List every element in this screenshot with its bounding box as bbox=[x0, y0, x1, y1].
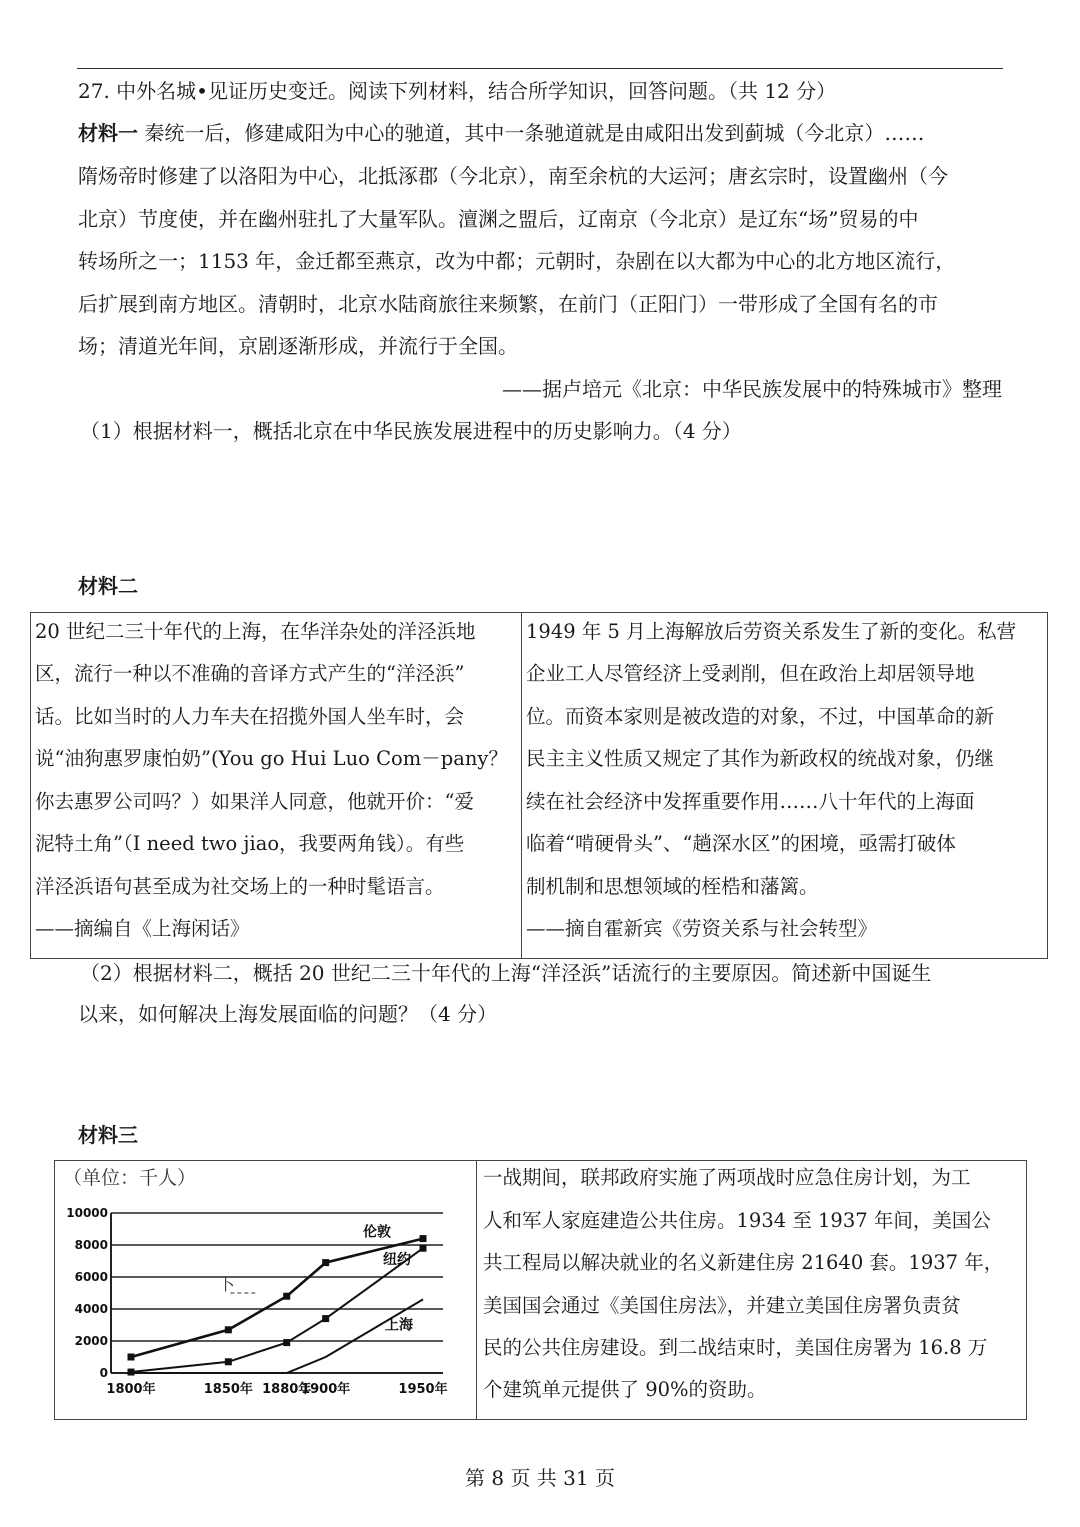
data-point bbox=[225, 1326, 232, 1333]
y-tick-label: 2000 bbox=[74, 1334, 108, 1348]
material2-right-cell bbox=[522, 613, 1046, 958]
material3-line: 共工程局以解决就业的名义新建住房 21640 套。1937 年， bbox=[483, 1251, 1004, 1274]
material3-label: 材料三 bbox=[78, 1123, 138, 1147]
question-2-line-2: 以来，如何解决上海发展面临的问题？（4 分） bbox=[78, 1002, 498, 1026]
material1-text-1: 秦统一后，修建咸阳为中心的驰道，其中一条驰道就是由咸阳出发到蓟城（今北京）…… bbox=[144, 121, 925, 145]
data-point bbox=[420, 1245, 427, 1252]
y-tick-label: 6000 bbox=[74, 1270, 108, 1284]
question-2-line-1: （2）根据材料二，概括 20 世纪二三十年代的上海“洋泾浜”话流行的主要原因。简述新中国诞生 bbox=[80, 961, 932, 985]
material2-right-line: 企业工人尽管经济上受剥削，但在政治上却居领导地 bbox=[526, 662, 975, 685]
material2-right-line: 1949 年 5 月上海解放后劳资关系发生了新的变化。私营 bbox=[526, 620, 1017, 643]
series-line-上海 bbox=[131, 1299, 423, 1373]
material2-label: 材料二 bbox=[78, 574, 138, 598]
series-label: 纽约 bbox=[383, 1252, 411, 1269]
material2-left-line: 20 世纪二三十年代的上海，在华洋杂处的洋泾浜地 bbox=[35, 620, 476, 643]
data-point bbox=[283, 1339, 290, 1346]
question-1: （1）根据材料一，概括北京在中华民族发展进程中的历史影响力。（4 分） bbox=[80, 419, 742, 443]
material2-right-line: 制机制和思想领域的桎梏和藩篱。 bbox=[526, 875, 819, 898]
material3-text-cell bbox=[477, 1161, 1025, 1419]
material2-left-source: ——摘编自《上海闲话》 bbox=[35, 917, 250, 940]
population-line-chart bbox=[65, 1205, 465, 1405]
material3-chart-cell bbox=[55, 1161, 476, 1419]
material2-table bbox=[30, 612, 1048, 959]
x-tick-label: 1800年 bbox=[106, 1382, 156, 1397]
material3-line: 美国国会通过《美国住房法》，并建立美国住房署负责贫 bbox=[483, 1294, 961, 1317]
data-point bbox=[420, 1235, 427, 1242]
material2-right-line: 民主主义性质又规定了其作为新政权的统战对象，仍继 bbox=[526, 747, 995, 770]
material2-left-line: 说“油狗惠罗康怕奶”(You go Hui Luo Com－pany？ bbox=[35, 747, 508, 770]
data-point bbox=[322, 1315, 329, 1322]
chart-annotation: 卜 bbox=[218, 1274, 235, 1294]
material2-right-source: ——摘自霍新宾《劳资关系与社会转型》 bbox=[526, 917, 878, 940]
chart-unit-label: （单位：千人） bbox=[63, 1167, 197, 1189]
series-label: 上海 bbox=[385, 1317, 413, 1334]
material1-line-5: 后扩展到南方地区。清朝时，北京水陆商旅往来频繁，在前门（正阳门）一带形成了全国有名的市 bbox=[78, 292, 938, 316]
material2-left-line: 洋泾浜语句甚至成为社交场上的一种时髦语言。 bbox=[35, 875, 445, 898]
material2-left-line: 你去惠罗公司吗？）如果洋人同意，他就开价：“爱 bbox=[35, 790, 474, 813]
material1-line-2: 隋炀帝时修建了以洛阳为中心，北抵涿郡（今北京），南至余杭的大运河；唐玄宗时，设置幽州（今 bbox=[78, 164, 948, 188]
material2-right-line: 临着“啃硬骨头”、“趟深水区”的困境，亟需打破体 bbox=[526, 832, 956, 855]
material2-left-line: 泥特土角”（I need two jiao，我要两角钱）。有些 bbox=[35, 832, 465, 855]
material3-table bbox=[54, 1160, 1027, 1420]
material3-line: 一战期间，联邦政府实施了两项战时应急住房计划，为工 bbox=[483, 1166, 971, 1189]
y-tick-label: 10000 bbox=[66, 1206, 108, 1220]
question-title: 27. 中外名城•见证历史变迁。阅读下列材料，结合所学知识，回答问题。（共 12 分） bbox=[78, 79, 837, 103]
y-tick-label: 4000 bbox=[74, 1302, 108, 1316]
top-rule bbox=[77, 68, 1003, 69]
material3-line: 个建筑单元提供了 90%的资助。 bbox=[483, 1378, 767, 1401]
material1-line-6: 场；清道光年间，京剧逐渐形成，并流行于全国。 bbox=[78, 334, 518, 358]
y-tick-label: 0 bbox=[99, 1366, 108, 1380]
material3-line: 人和军人家庭建造公共住房。1934 至 1937 年间，美国公 bbox=[483, 1209, 991, 1232]
material2-left-line: 区，流行一种以不准确的音译方式产生的“洋泾浜” bbox=[35, 662, 465, 685]
series-line-纽约 bbox=[131, 1248, 423, 1372]
page-footer: 第 8 页 共 31 页 bbox=[465, 1466, 615, 1490]
material2-right-line: 续在社会经济中发挥重要作用……八十年代的上海面 bbox=[526, 790, 975, 813]
material2-left-line: 话。比如当时的人力车夫在招揽外国人坐车时，会 bbox=[35, 705, 465, 728]
x-tick-label: 1850年 bbox=[203, 1382, 253, 1397]
y-tick-label: 8000 bbox=[74, 1238, 108, 1252]
material1-label: 材料一 bbox=[78, 121, 138, 145]
material1-line-4: 转场所之一；1153 年，金迁都至燕京，改为中都；元朝时，杂剧在以大都为中心的北方地区流行， bbox=[78, 249, 956, 273]
material1-source: ——据卢培元《北京：中华民族发展中的特殊城市》整理 bbox=[502, 377, 1002, 401]
x-tick-label: 1900年 bbox=[301, 1382, 351, 1397]
material2-left-cell bbox=[31, 613, 521, 958]
data-point bbox=[225, 1358, 232, 1365]
material1-line-1 bbox=[78, 120, 924, 146]
data-point bbox=[322, 1259, 329, 1266]
material1-line-3: 北京）节度使，并在幽州驻扎了大量军队。澶渊之盟后，辽南京（今北京）是辽东“场”贸易的中 bbox=[78, 207, 919, 231]
x-tick-label: 1950年 bbox=[398, 1382, 448, 1397]
series-label: 伦敦 bbox=[363, 1224, 391, 1241]
data-point bbox=[128, 1354, 135, 1361]
material3-line: 民的公共住房建设。到二战结束时，美国住房署为 16.8 万 bbox=[483, 1336, 988, 1359]
data-point bbox=[283, 1293, 290, 1300]
x-tick-label: 1880年 bbox=[262, 1382, 312, 1397]
material2-right-line: 位。而资本家则是被改造的对象，不过，中国革命的新 bbox=[526, 705, 995, 728]
series-line-伦敦 bbox=[131, 1239, 423, 1357]
